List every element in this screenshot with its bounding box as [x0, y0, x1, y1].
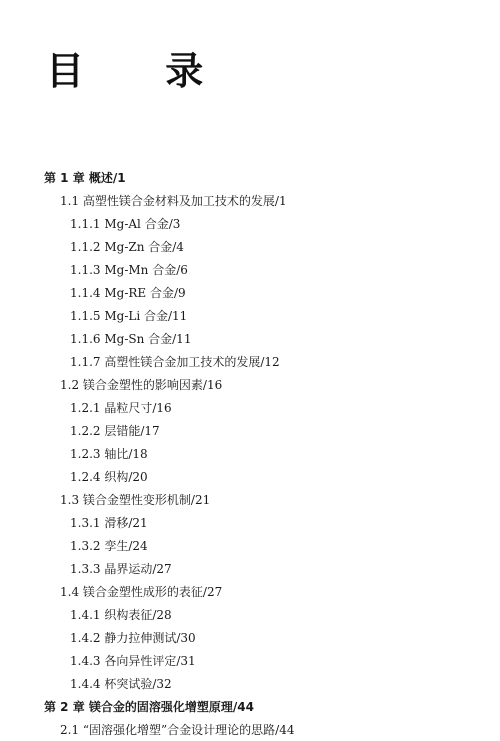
toc-sub-1-2-4: 1.2.4 织构/20 — [70, 470, 148, 484]
toc-sub-1-1-3: 1.1.3 Mg-Mn 合金/6 — [70, 263, 188, 277]
toc-sub-1-3-3: 1.3.3 晶界运动/27 — [70, 562, 172, 576]
toc-section-2-1: 2.1 “固溶强化增塑”合金设计理论的思路/44 — [60, 723, 295, 737]
toc-sub-1-4-2: 1.4.2 静力拉伸测试/30 — [70, 631, 196, 645]
toc-section-1-3: 1.3 镁合金塑性变形机制/21 — [60, 493, 211, 507]
toc-sub-1-3-2: 1.3.2 孪生/24 — [70, 539, 148, 553]
toc-sub-1-1-5: 1.1.5 Mg-Li 合金/11 — [70, 309, 188, 323]
toc-sub-1-4-4: 1.4.4 杯突试验/32 — [70, 677, 172, 691]
toc-sub-1-3-1: 1.3.1 滑移/21 — [70, 516, 148, 530]
toc-section-1-1: 1.1 高塑性镁合金材料及加工技术的发展/1 — [60, 194, 287, 208]
toc-sub-1-4-3: 1.4.3 各向异性评定/31 — [70, 654, 196, 668]
toc-sub-1-2-2: 1.2.2 层错能/17 — [70, 424, 160, 438]
toc-section-1-2: 1.2 镁合金塑性的影响因素/16 — [60, 378, 223, 392]
toc-chapter-1: 第 1 章 概述/1 — [44, 171, 126, 185]
toc-sub-1-4-1: 1.4.1 织构表征/28 — [70, 608, 172, 622]
toc-sub-1-2-3: 1.2.3 轴比/18 — [70, 447, 148, 461]
toc-sub-1-1-2: 1.1.2 Mg-Zn 合金/4 — [70, 240, 184, 254]
toc-sub-1-1-6: 1.1.6 Mg-Sn 合金/11 — [70, 332, 192, 346]
toc-sub-1-2-1: 1.2.1 晶粒尺寸/16 — [70, 401, 172, 415]
toc-sub-1-1-1: 1.1.1 Mg-Al 合金/3 — [70, 217, 181, 231]
toc-section-1-4: 1.4 镁合金塑性成形的表征/27 — [60, 585, 223, 599]
toc-sub-1-1-7: 1.1.7 高塑性镁合金加工技术的发展/12 — [70, 355, 280, 369]
toc-sub-1-1-4: 1.1.4 Mg-RE 合金/9 — [70, 286, 186, 300]
page-title: 目 录 — [46, 49, 238, 93]
toc-chapter-2: 第 2 章 镁合金的固溶强化增塑原理/44 — [44, 700, 254, 714]
